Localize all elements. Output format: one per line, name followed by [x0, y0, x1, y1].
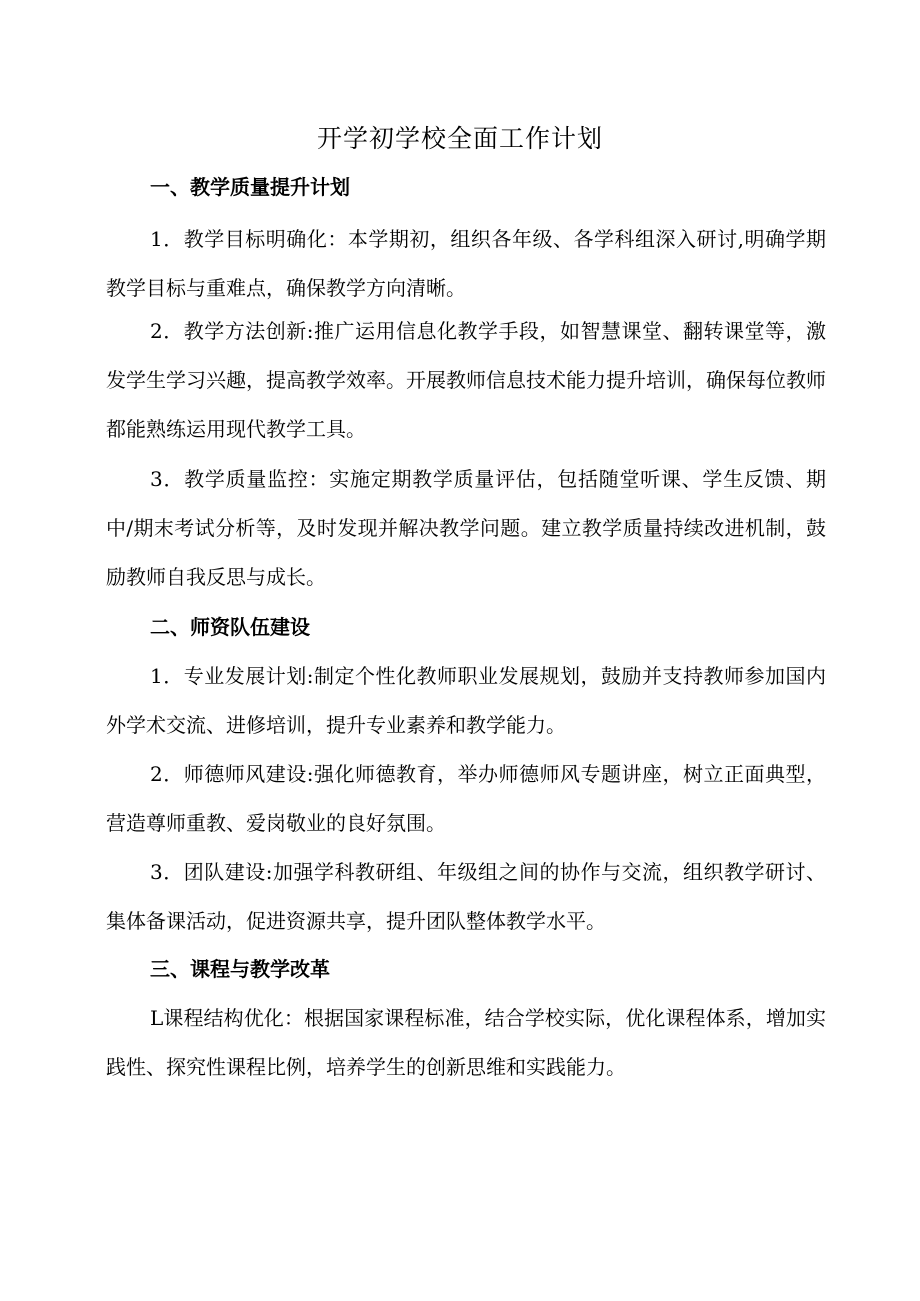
paragraph-curriculum-optimization: L课程结构优化：根据国家课程标准，结合学校实际，优化课程体系，增加实践性、探究性课程比例，培养学生的创新思维和实践能力。	[106, 1006, 826, 1079]
paragraph-professional-development: 1．专业发展计划:制定个性化教师职业发展规划，鼓励并支持教师参加国内外学术交流、进修培训，提升专业素养和教学能力。	[106, 664, 826, 737]
paragraph-quality-monitoring: 3．教学质量监控：实施定期教学质量评估，包括随堂听课、学生反馈、期中/期末考试分析等，及时发现并解决教学问题。建立教学质量持续改进机制，鼓励教师自我反思与成长。	[106, 467, 826, 589]
paragraph-teaching-goals: 1．教学目标明确化：本学期初，组织各年级、各学科组深入研讨,明确学期教学目标与重难点，确保教学方向清晰。	[106, 227, 826, 300]
section-heading-teacher-team: 二、师资队伍建设	[150, 615, 310, 639]
section-heading-teaching-quality: 一、教学质量提升计划	[150, 175, 350, 199]
document-title: 开学初学校全面工作计划	[316, 124, 603, 153]
paragraph-ethics-building: 2．师德师风建设:强化师德教育，举办师德师风专题讲座，树立正面典型，营造尊师重教、爱岗敬业的良好氛围。	[106, 762, 826, 835]
section-heading-curriculum-reform: 三、课程与教学改革	[150, 957, 330, 981]
paragraph-team-building: 3．团队建设:加强学科教研组、年级组之间的协作与交流，组织教学研讨、集体备课活动，促进资源共享，提升团队整体教学水平。	[106, 860, 826, 933]
paragraph-teaching-methods: 2．教学方法创新:推广运用信息化教学手段，如智慧课堂、翻转课堂等，激发学生学习兴趣，提高教学效率。开展教师信息技术能力提升培训，确保每位教师都能熟练运用现代教学工具。	[106, 319, 826, 441]
